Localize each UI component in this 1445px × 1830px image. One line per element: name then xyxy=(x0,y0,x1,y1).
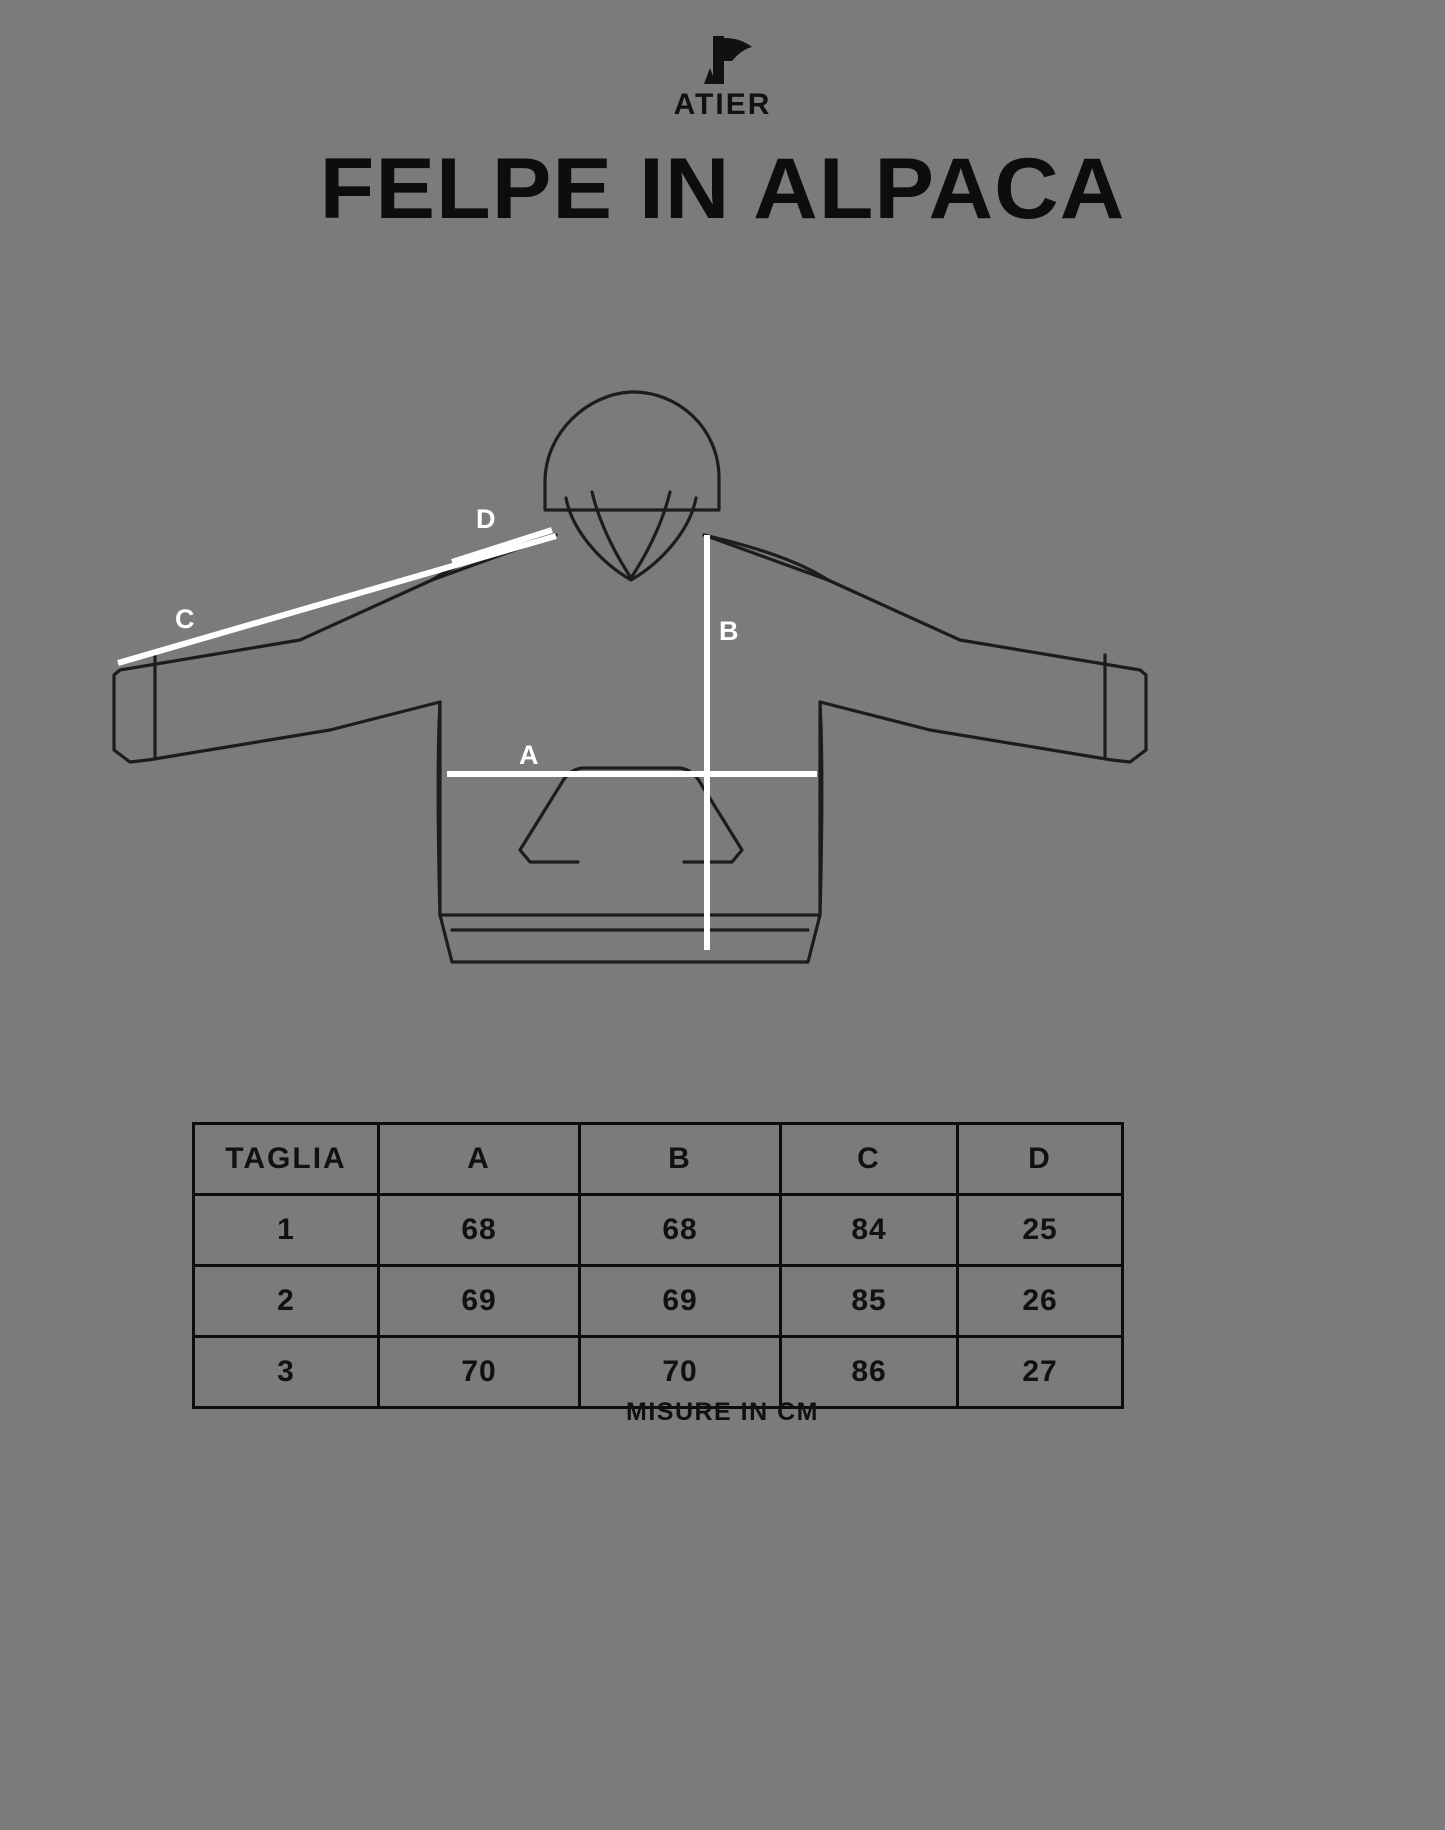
cell-a: 70 xyxy=(379,1337,580,1408)
table-row xyxy=(194,1337,1123,1408)
cell-c: 86 xyxy=(781,1337,958,1408)
measure-label-a: A xyxy=(519,740,539,770)
shoulder-seam-right xyxy=(704,535,828,580)
cell-size: 3 xyxy=(194,1337,379,1408)
cell-b: 68 xyxy=(580,1195,781,1266)
page-title: FELPE IN ALPACA xyxy=(319,141,1126,237)
pocket-left xyxy=(520,768,584,862)
cell-b: 70 xyxy=(580,1337,781,1408)
hoodie-technical-drawing xyxy=(0,370,1445,1010)
table-header-d: D xyxy=(958,1124,1123,1195)
cell-d: 26 xyxy=(958,1266,1123,1337)
hood-outline xyxy=(545,392,719,510)
table-header-taglia: TAGLIA xyxy=(194,1124,379,1195)
brand-name: ATIER xyxy=(673,88,772,121)
measure-label-c: C xyxy=(175,604,195,634)
cell-size: 1 xyxy=(194,1195,379,1266)
table-header-b: B xyxy=(580,1124,781,1195)
measure-line-c xyxy=(118,536,556,663)
table-header-row xyxy=(194,1124,1123,1195)
side-seam-left xyxy=(438,702,440,915)
cell-size: 2 xyxy=(194,1266,379,1337)
cell-a: 68 xyxy=(379,1195,580,1266)
measure-line-d xyxy=(452,530,552,562)
atier-flag-logo-icon xyxy=(680,34,766,86)
size-table-wrapper xyxy=(192,1122,1058,1409)
size-table xyxy=(192,1122,1124,1409)
table-row xyxy=(194,1266,1123,1337)
cell-d: 25 xyxy=(958,1195,1123,1266)
units-footnote: MISURE IN CM xyxy=(626,1398,819,1426)
table-header-a: A xyxy=(379,1124,580,1195)
cell-b: 69 xyxy=(580,1266,781,1337)
brand-block xyxy=(0,34,1445,122)
cell-a: 69 xyxy=(379,1266,580,1337)
cell-c: 85 xyxy=(781,1266,958,1337)
cell-c: 84 xyxy=(781,1195,958,1266)
side-seam-right xyxy=(820,702,822,915)
table-header-c: C xyxy=(781,1124,958,1195)
table-row xyxy=(194,1195,1123,1266)
cell-d: 27 xyxy=(958,1337,1123,1408)
measure-label-d: D xyxy=(476,504,496,534)
measure-label-b: B xyxy=(719,616,739,646)
body-and-sleeves-outline xyxy=(114,535,1146,915)
waistband xyxy=(440,915,820,962)
